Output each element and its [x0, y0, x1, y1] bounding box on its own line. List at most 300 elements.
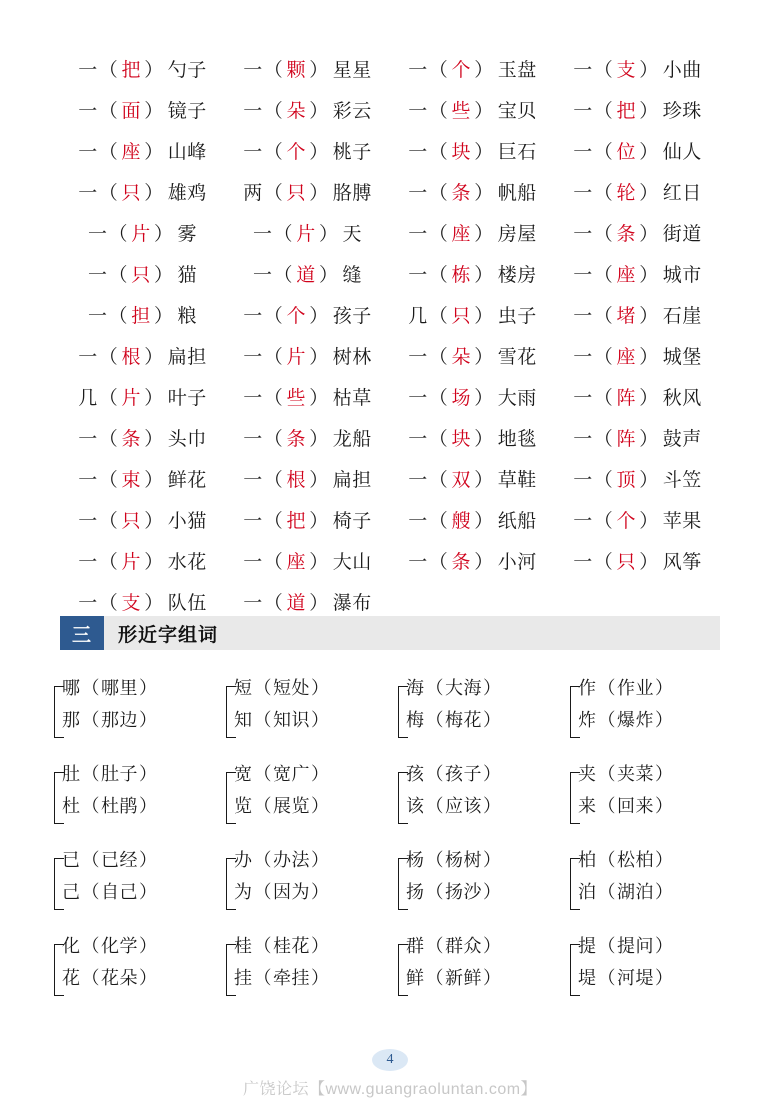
similar-character-pair — [48, 758, 220, 844]
close-paren: ） — [311, 936, 330, 956]
quantifier-item — [60, 48, 225, 89]
measure-word: 把 — [286, 511, 306, 532]
open-paren: （ — [425, 850, 444, 870]
open-paren: （ — [428, 429, 449, 450]
close-paren: ） — [144, 552, 164, 573]
close-paren: ） — [474, 265, 494, 286]
bracket-icon — [226, 858, 236, 910]
noun-text: 斗笠 — [662, 470, 702, 491]
character: 夹 — [578, 764, 597, 784]
noun-text: 虫子 — [497, 306, 537, 327]
close-paren: ） — [655, 764, 674, 784]
quantity-number: 一 — [78, 183, 98, 204]
quantity-number: 一 — [408, 511, 428, 532]
character: 泊 — [578, 882, 597, 902]
measure-word: 片 — [121, 552, 141, 573]
quantifier-item — [225, 48, 390, 89]
character-word-line — [406, 672, 564, 704]
word: 爆炸 — [617, 710, 654, 730]
open-paren: （ — [593, 265, 614, 286]
open-paren: （ — [98, 593, 119, 614]
open-paren: （ — [428, 306, 449, 327]
noun-text: 小猫 — [167, 511, 207, 532]
open-paren: （ — [597, 968, 616, 988]
quantifier-item — [390, 499, 555, 540]
quantity-number: 一 — [243, 60, 263, 81]
measure-word: 些 — [286, 388, 306, 409]
close-paren: ） — [474, 470, 494, 491]
character: 已 — [62, 850, 81, 870]
close-paren: ） — [144, 60, 164, 81]
word: 桂花 — [273, 936, 310, 956]
quantity-number: 一 — [243, 101, 263, 122]
measure-word: 条 — [616, 224, 636, 245]
word: 提问 — [617, 936, 654, 956]
close-paren: ） — [474, 347, 494, 368]
character: 杨 — [406, 850, 425, 870]
character: 海 — [406, 678, 425, 698]
open-paren: （ — [81, 710, 100, 730]
character-word-line — [234, 962, 392, 994]
character: 群 — [406, 936, 425, 956]
noun-text: 帆船 — [497, 183, 537, 204]
bracket-icon — [398, 686, 408, 738]
noun-text: 天 — [342, 224, 363, 245]
section-title: 形近字组词 — [118, 624, 219, 646]
noun-text: 巨石 — [497, 142, 537, 163]
close-paren: ） — [311, 678, 330, 698]
measure-word: 些 — [451, 101, 471, 122]
character-word-line — [578, 962, 736, 994]
noun-text: 风筝 — [662, 552, 702, 573]
quantity-number: 一 — [408, 552, 428, 573]
close-paren: ） — [483, 882, 502, 902]
noun-text: 地毯 — [497, 429, 537, 450]
measure-word: 朵 — [451, 347, 471, 368]
close-paren: ） — [309, 388, 329, 409]
quantifier-item — [60, 294, 225, 335]
quantity-number: 一 — [573, 306, 593, 327]
close-paren: ） — [655, 850, 674, 870]
close-paren: ） — [474, 142, 494, 163]
close-paren: ） — [655, 882, 674, 902]
quantity-number: 一 — [243, 347, 263, 368]
open-paren: （ — [98, 142, 119, 163]
open-paren: （ — [593, 511, 614, 532]
measure-word: 支 — [121, 593, 141, 614]
quantifier-item — [555, 253, 720, 294]
close-paren: ） — [639, 265, 659, 286]
close-paren: ） — [139, 710, 158, 730]
open-paren: （ — [597, 882, 616, 902]
similar-character-pair — [392, 672, 564, 758]
bracket-icon — [226, 944, 236, 996]
character: 来 — [578, 796, 597, 816]
noun-text: 鲜花 — [167, 470, 207, 491]
close-paren: ） — [144, 183, 164, 204]
measure-word: 堵 — [616, 306, 636, 327]
section-number: 三 — [60, 616, 104, 650]
bracket-icon — [398, 944, 408, 996]
close-paren: ） — [639, 183, 659, 204]
close-paren: ） — [309, 142, 329, 163]
close-paren: ） — [139, 968, 158, 988]
quantity-number: 一 — [573, 183, 593, 204]
measure-word: 场 — [451, 388, 471, 409]
measure-word: 条 — [451, 183, 471, 204]
quantifier-item — [60, 212, 225, 253]
open-paren: （ — [593, 347, 614, 368]
quantifier-item — [60, 376, 225, 417]
character: 知 — [234, 710, 253, 730]
bracket-icon — [570, 772, 580, 824]
measure-word: 只 — [121, 183, 141, 204]
word: 已经 — [101, 850, 138, 870]
close-paren: ） — [139, 678, 158, 698]
quantity-number: 一 — [408, 265, 428, 286]
quantifier-item — [60, 540, 225, 581]
noun-text: 桃子 — [332, 142, 372, 163]
bracket-icon — [54, 686, 64, 738]
noun-text: 玉盘 — [497, 60, 537, 81]
similar-character-pair — [220, 844, 392, 930]
quantifier-item — [60, 130, 225, 171]
open-paren: （ — [253, 850, 272, 870]
measure-word: 条 — [121, 429, 141, 450]
character: 孩 — [406, 764, 425, 784]
measure-word: 位 — [616, 142, 636, 163]
open-paren: （ — [263, 306, 284, 327]
open-paren: （ — [428, 511, 449, 532]
close-paren: ） — [655, 710, 674, 730]
quantifier-item — [60, 335, 225, 376]
close-paren: ） — [154, 306, 174, 327]
character-word-line — [578, 876, 736, 908]
close-paren: ） — [483, 678, 502, 698]
close-paren: ） — [639, 429, 659, 450]
quantity-number: 一 — [573, 265, 593, 286]
similar-character-pair — [48, 844, 220, 930]
similar-character-pair — [392, 930, 564, 1016]
word: 化学 — [101, 936, 138, 956]
close-paren: ） — [655, 968, 674, 988]
similar-character-pair — [48, 930, 220, 1016]
open-paren: （ — [98, 101, 119, 122]
open-paren: （ — [428, 347, 449, 368]
open-paren: （ — [428, 552, 449, 573]
word: 宽广 — [273, 764, 310, 784]
character-word-line — [234, 704, 392, 736]
bracket-icon — [54, 858, 64, 910]
character-word-line — [62, 876, 220, 908]
character-word-line — [406, 930, 564, 962]
noun-text: 山峰 — [167, 142, 207, 163]
noun-text: 雪花 — [497, 347, 537, 368]
similar-character-pair — [564, 930, 736, 1016]
close-paren: ） — [474, 183, 494, 204]
quantifier-item — [555, 171, 720, 212]
quantifier-grid — [60, 48, 720, 622]
close-paren: ） — [309, 593, 329, 614]
close-paren: ） — [139, 936, 158, 956]
open-paren: （ — [263, 60, 284, 81]
quantity-number: 一 — [78, 593, 98, 614]
bracket-icon — [54, 772, 64, 824]
open-paren: （ — [593, 388, 614, 409]
close-paren: ） — [474, 552, 494, 573]
measure-word: 个 — [286, 142, 306, 163]
close-paren: ） — [144, 429, 164, 450]
word: 杜鹃 — [101, 796, 138, 816]
quantifier-item — [225, 212, 390, 253]
quantity-number: 一 — [408, 429, 428, 450]
character: 化 — [62, 936, 81, 956]
measure-word: 朵 — [286, 101, 306, 122]
measure-word: 片 — [131, 224, 151, 245]
quantity-number: 一 — [78, 511, 98, 532]
close-paren: ） — [144, 593, 164, 614]
character: 短 — [234, 678, 253, 698]
character-word-line — [62, 930, 220, 962]
word: 那边 — [101, 710, 138, 730]
character-word-line — [406, 876, 564, 908]
noun-text: 猫 — [177, 265, 198, 286]
character: 桂 — [234, 936, 253, 956]
close-paren: ） — [483, 850, 502, 870]
similar-character-pair — [564, 844, 736, 930]
word: 群众 — [445, 936, 482, 956]
close-paren: ） — [309, 101, 329, 122]
quantity-number: 一 — [408, 224, 428, 245]
quantity-number: 一 — [87, 224, 108, 245]
character-word-line — [234, 672, 392, 704]
noun-text: 扁担 — [167, 347, 207, 368]
measure-word: 束 — [121, 470, 141, 491]
noun-text: 苹果 — [662, 511, 702, 532]
noun-text: 头巾 — [167, 429, 207, 450]
open-paren: （ — [263, 470, 284, 491]
character: 肚 — [62, 764, 81, 784]
open-paren: （ — [81, 678, 100, 698]
quantity-number: 一 — [408, 101, 428, 122]
close-paren: ） — [639, 101, 659, 122]
measure-word: 片 — [121, 388, 141, 409]
open-paren: （ — [263, 347, 284, 368]
character: 花 — [62, 968, 81, 988]
quantity-number: 一 — [78, 552, 98, 573]
bracket-icon — [570, 944, 580, 996]
quantity-number: 一 — [243, 306, 263, 327]
character-word-line — [62, 844, 220, 876]
quantity-number: 一 — [243, 429, 263, 450]
similar-characters-grid — [48, 672, 738, 1016]
quantifier-item — [390, 130, 555, 171]
close-paren: ） — [474, 224, 494, 245]
quantifier-item — [555, 294, 720, 335]
close-paren: ） — [144, 470, 164, 491]
word: 应该 — [445, 796, 482, 816]
close-paren: ） — [483, 968, 502, 988]
word: 扬沙 — [445, 882, 482, 902]
open-paren: （ — [263, 593, 284, 614]
noun-text: 扁担 — [332, 470, 372, 491]
character-word-line — [406, 758, 564, 790]
character: 梅 — [406, 710, 425, 730]
quantifier-item — [60, 458, 225, 499]
quantity-number: 一 — [78, 60, 98, 81]
open-paren: （ — [263, 388, 284, 409]
bracket-icon — [570, 686, 580, 738]
quantity-number: 一 — [573, 552, 593, 573]
character: 作 — [578, 678, 597, 698]
word: 哪里 — [101, 678, 138, 698]
measure-word: 顶 — [616, 470, 636, 491]
quantifier-item — [390, 48, 555, 89]
open-paren: （ — [108, 265, 128, 286]
word: 夹菜 — [617, 764, 654, 784]
noun-text: 城堡 — [662, 347, 702, 368]
similar-character-pair — [564, 758, 736, 844]
character-word-line — [234, 844, 392, 876]
close-paren: ） — [309, 60, 329, 81]
quantifier-item — [225, 130, 390, 171]
open-paren: （ — [428, 142, 449, 163]
bracket-icon — [570, 858, 580, 910]
open-paren: （ — [263, 142, 284, 163]
open-paren: （ — [81, 968, 100, 988]
open-paren: （ — [81, 850, 100, 870]
measure-word: 阵 — [616, 429, 636, 450]
noun-text: 秋风 — [662, 388, 702, 409]
word: 知识 — [273, 710, 310, 730]
open-paren: （ — [81, 882, 100, 902]
word: 孩子 — [445, 764, 482, 784]
open-paren: （ — [428, 101, 449, 122]
measure-word: 只 — [616, 552, 636, 573]
quantity-number: 一 — [78, 470, 98, 491]
word: 办法 — [273, 850, 310, 870]
open-paren: （ — [253, 710, 272, 730]
quantifier-item — [555, 458, 720, 499]
character: 挂 — [234, 968, 253, 988]
open-paren: （ — [593, 224, 614, 245]
quantity-number: 一 — [243, 552, 263, 573]
open-paren: （ — [108, 306, 128, 327]
quantity-number: 一 — [243, 142, 263, 163]
noun-text: 珍珠 — [662, 101, 702, 122]
noun-text: 楼房 — [497, 265, 537, 286]
character-word-line — [578, 930, 736, 962]
measure-word: 只 — [451, 306, 471, 327]
quantity-number: 一 — [252, 265, 273, 286]
open-paren: （ — [98, 388, 119, 409]
quantifier-item — [555, 417, 720, 458]
close-paren: ） — [309, 470, 329, 491]
noun-text: 叶子 — [167, 388, 207, 409]
quantifier-item — [555, 335, 720, 376]
quantifier-item — [555, 48, 720, 89]
quantifier-item — [390, 89, 555, 130]
close-paren: ） — [474, 429, 494, 450]
quantifier-item — [225, 417, 390, 458]
quantity-number: 一 — [408, 470, 428, 491]
character: 哪 — [62, 678, 81, 698]
open-paren: （ — [263, 101, 284, 122]
measure-word: 座 — [616, 265, 636, 286]
open-paren: （ — [597, 850, 616, 870]
measure-word: 道 — [296, 265, 316, 286]
close-paren: ） — [311, 710, 330, 730]
close-paren: ） — [139, 882, 158, 902]
noun-text: 鼓声 — [662, 429, 702, 450]
close-paren: ） — [639, 347, 659, 368]
measure-word: 只 — [286, 183, 306, 204]
quantity-number: 一 — [243, 593, 263, 614]
noun-text: 仙人 — [662, 142, 702, 163]
measure-word: 座 — [616, 347, 636, 368]
open-paren: （ — [425, 710, 444, 730]
noun-text: 粮 — [177, 306, 198, 327]
close-paren: ） — [144, 347, 164, 368]
noun-text: 纸船 — [497, 511, 537, 532]
word: 河堤 — [617, 968, 654, 988]
noun-text: 城市 — [662, 265, 702, 286]
open-paren: （ — [428, 183, 449, 204]
close-paren: ） — [309, 306, 329, 327]
quantifier-item — [390, 212, 555, 253]
noun-text: 街道 — [662, 224, 702, 245]
character-word-line — [578, 672, 736, 704]
quantity-number: 一 — [408, 60, 428, 81]
character-word-line — [62, 790, 220, 822]
close-paren: ） — [309, 347, 329, 368]
character: 办 — [234, 850, 253, 870]
character-word-line — [578, 844, 736, 876]
open-paren: （ — [98, 511, 119, 532]
measure-word: 块 — [451, 142, 471, 163]
word: 梅花 — [445, 710, 482, 730]
quantifier-item — [555, 540, 720, 581]
bracket-icon — [226, 686, 236, 738]
measure-word: 个 — [286, 306, 306, 327]
close-paren: ） — [483, 936, 502, 956]
close-paren: ） — [639, 142, 659, 163]
character-word-line — [234, 876, 392, 908]
word: 短处 — [273, 678, 310, 698]
close-paren: ） — [474, 511, 494, 532]
word: 回来 — [617, 796, 654, 816]
character-word-line — [62, 672, 220, 704]
word: 牵挂 — [273, 968, 310, 988]
measure-word: 个 — [451, 60, 471, 81]
quantity-number: 一 — [408, 142, 428, 163]
noun-text: 红日 — [662, 183, 702, 204]
open-paren: （ — [425, 968, 444, 988]
close-paren: ） — [474, 388, 494, 409]
open-paren: （ — [593, 429, 614, 450]
similar-character-pair — [564, 672, 736, 758]
character: 堤 — [578, 968, 597, 988]
quantity-number: 一 — [408, 388, 428, 409]
measure-word: 道 — [286, 593, 306, 614]
measure-word: 根 — [286, 470, 306, 491]
close-paren: ） — [144, 511, 164, 532]
quantifier-item — [225, 376, 390, 417]
open-paren: （ — [428, 265, 449, 286]
close-paren: ） — [139, 850, 158, 870]
noun-text: 宝贝 — [497, 101, 537, 122]
quantifier-item — [225, 458, 390, 499]
